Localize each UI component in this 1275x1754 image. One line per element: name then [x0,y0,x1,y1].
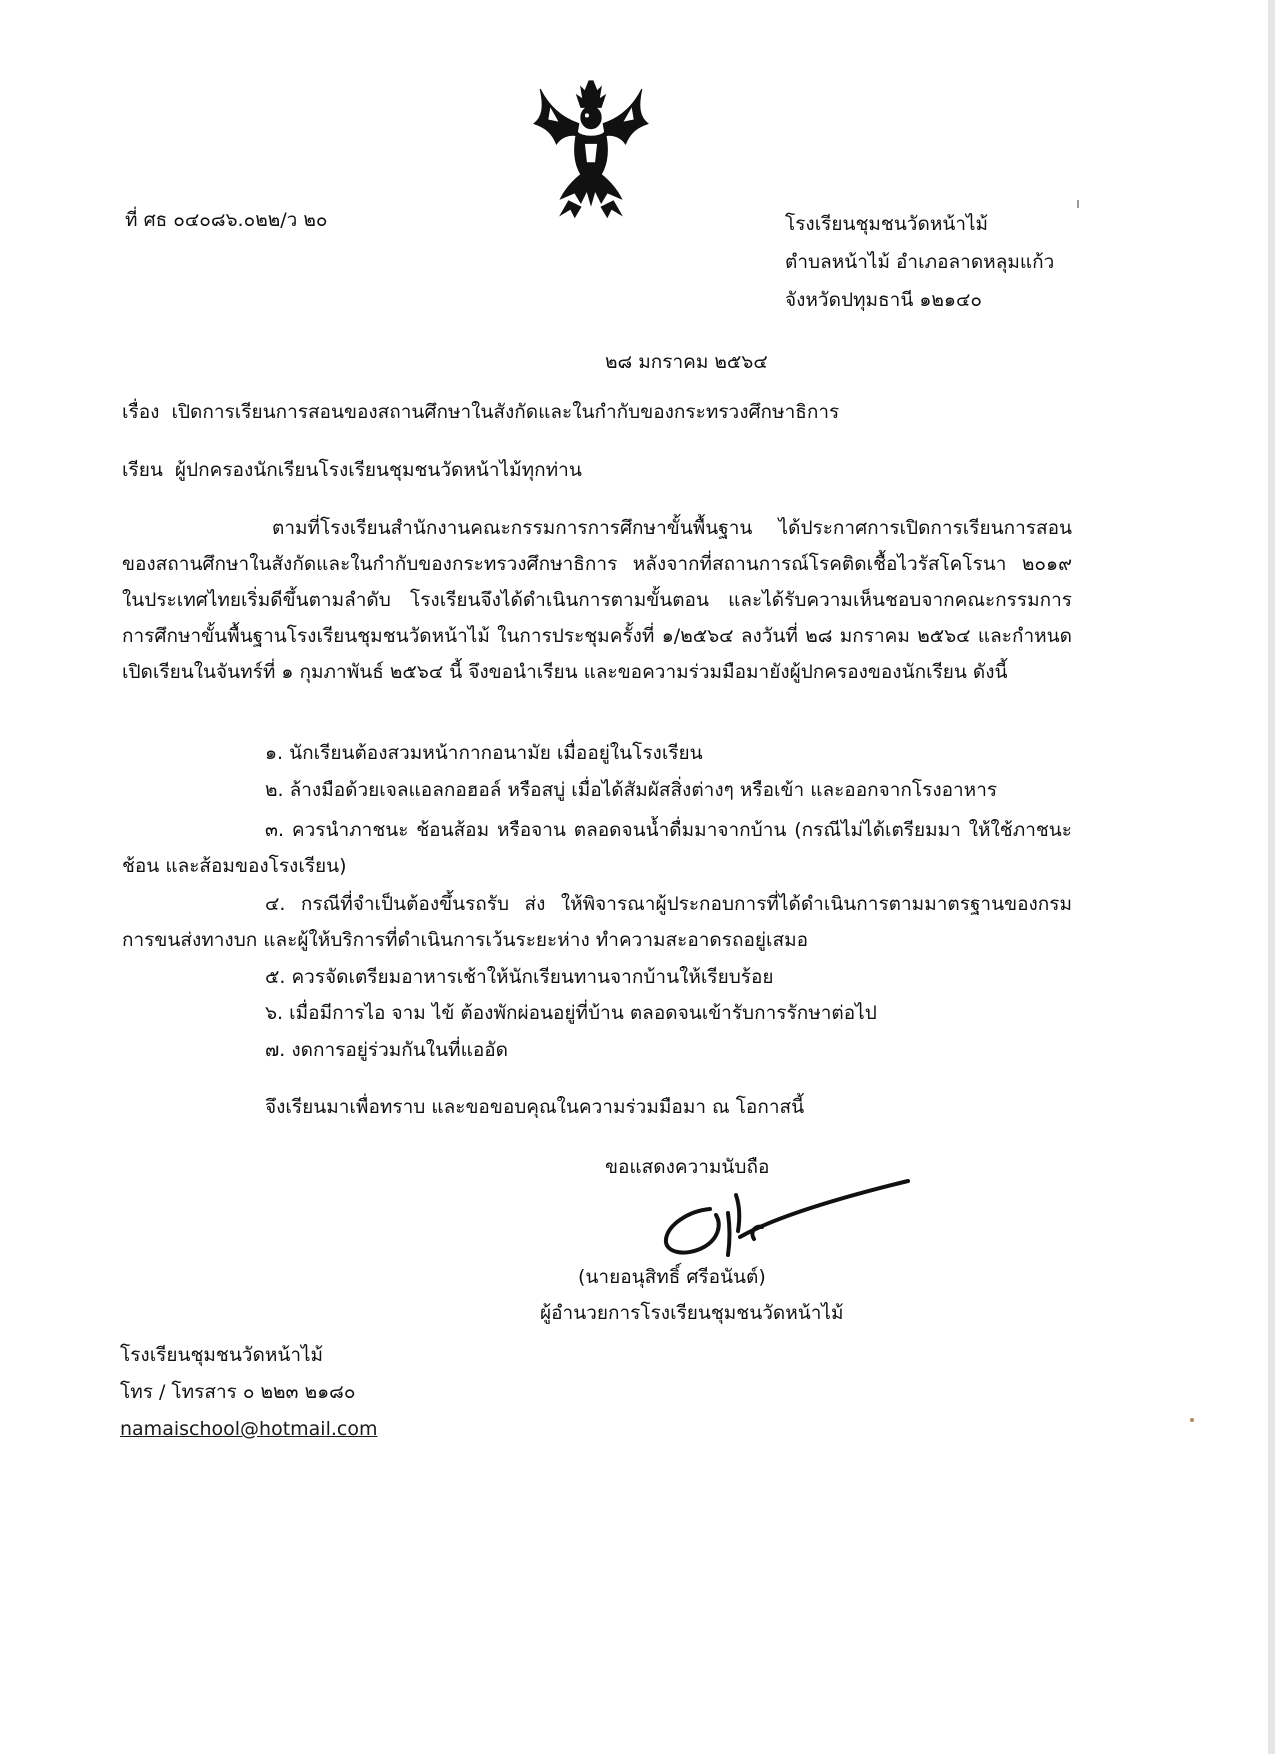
salutation-line [122,455,582,485]
list-item: ๓. ควรนำภาชนะ ช้อนส้อม หรือจาน ตลอดจนน้ำดื่มมาจากบ้าน (กรณีไม่ได้เตรียมมา ให้ใช้ภาชนะ ช้อน และส้อมของโรงเรียน) [122,819,1072,877]
scan-speck [1077,200,1079,208]
footer-contact [120,1337,377,1448]
list-item: ๖. เมื่อมีการไอ จาม ไข้ ต้องพักผ่อนอยู่ที่บ้าน ตลอดจนเข้ารับการรักษาต่อไป [265,1002,877,1024]
closing-paragraph: จึงเรียนมาเพื่อทราบ และขอขอบคุณในความร่วมมือมา ณ โอกาสนี้ [265,1096,805,1118]
body-paragraph: ตามที่โรงเรียนสำนักงานคณะกรรมการการศึกษาขั้นพื้นฐาน ได้ประกาศการเปิดการเรียนการสอนของสถานศึกษาในสังกัดและในกำกับของกระทรวงศึกษาธิการ หลังจากที่สถานการณ์โรคติดเชื้อไวรัสโคโรนา ๒๐๑๙ ในประเทศไทยเริ่มดีขึ้นตามลำดับ โรงเรียนจึงได้ดำเนินการตามขั้นตอน และได้รับความเห็นชอบจากคณะกรรมการการศึกษาขั้นพื้นฐานโรงเรียนชุมชนวัดหน้าไม้ ในการประชุมครั้งที่ ๑/๒๕๖๔ ลงวันที่ ๒๘ มกราคม ๒๕๖๔ และกำหนดเปิดเรียนในจันทร์ที่ ๑ กุมภาพันธ์ ๒๕๖๔ นี้ จึงขอนำเรียน และขอความร่วมมือมายังผู้ปกครองของนักเรียน ดังนี้ [122,517,1072,683]
sender-line: โรงเรียนชุมชนวัดหน้าไม้ [785,213,989,235]
subject-line [122,397,839,427]
reference-number: ที่ ศธ ๐๔๐๘๖.๐๒๒/ว ๒๐ [125,209,328,231]
signer-name: (นายอนุสิทธิ์ ศรีอนันต์) [578,1266,766,1288]
list-item: ๒. ล้างมือด้วยเจลแอลกอฮอล์ หรือสบู่ เมื่อได้สัมผัสสิ่งต่างๆ หรือเข้า และออกจากโรงอาหาร [265,779,998,801]
subject-text: เปิดการเรียนการสอนของสถานศึกษาในสังกัดและในกำกับของกระทรวงศึกษาธิการ [171,401,840,423]
list-item: ๑. นักเรียนต้องสวมหน้ากากอนามัย เมื่ออยู่ในโรงเรียน [265,742,703,764]
sender-line: จังหวัดปทุมธานี ๑๒๑๔๐ [785,289,982,311]
footer-phone: โทร / โทรสาร ๐ ๒๒๓ ๒๑๘๐ [120,1381,356,1403]
scan-edge [1268,0,1275,1754]
letter-date: ๒๘ มกราคม ๒๕๖๔ [605,351,768,373]
subject-label: เรื่อง [122,401,160,423]
closing-phrase: ขอแสดงความนับถือ [605,1156,770,1178]
handwritten-signature [658,1175,920,1265]
salutation-label: เรียน [122,459,163,481]
salutation-text: ผู้ปกครองนักเรียนโรงเรียนชุมชนวัดหน้าไม้ทุกท่าน [174,459,582,481]
sender-address [785,205,1054,319]
footer-school: โรงเรียนชุมชนวัดหน้าไม้ [120,1344,324,1366]
email-link[interactable]: namaischool@hotmail.com [120,1418,378,1440]
garuda-emblem-icon [530,76,652,220]
signer-title: ผู้อำนวยการโรงเรียนชุมชนวัดหน้าไม้ [540,1302,844,1324]
sender-line: ตำบลหน้าไม้ อำเภอลาดหลุมแก้ว [785,251,1055,273]
list-item: ๔. กรณีที่จำเป็นต้องขึ้นรถรับ ส่ง ให้พิจารณาผู้ประกอบการที่ได้ดำเนินการตามมาตรฐานของกรมการขนส่งทางบก และผู้ให้บริการที่ดำเนินการเว้นระยะห่าง ทำความสะอาดรถอยู่เสมอ [122,893,1072,951]
scan-speck [1190,1418,1194,1422]
list-item: ๗. งดการอยู่ร่วมกันในที่แออัด [265,1039,508,1061]
list-item: ๕. ควรจัดเตรียมอาหารเช้าให้นักเรียนทานจากบ้านให้เรียบร้อย [265,966,774,988]
